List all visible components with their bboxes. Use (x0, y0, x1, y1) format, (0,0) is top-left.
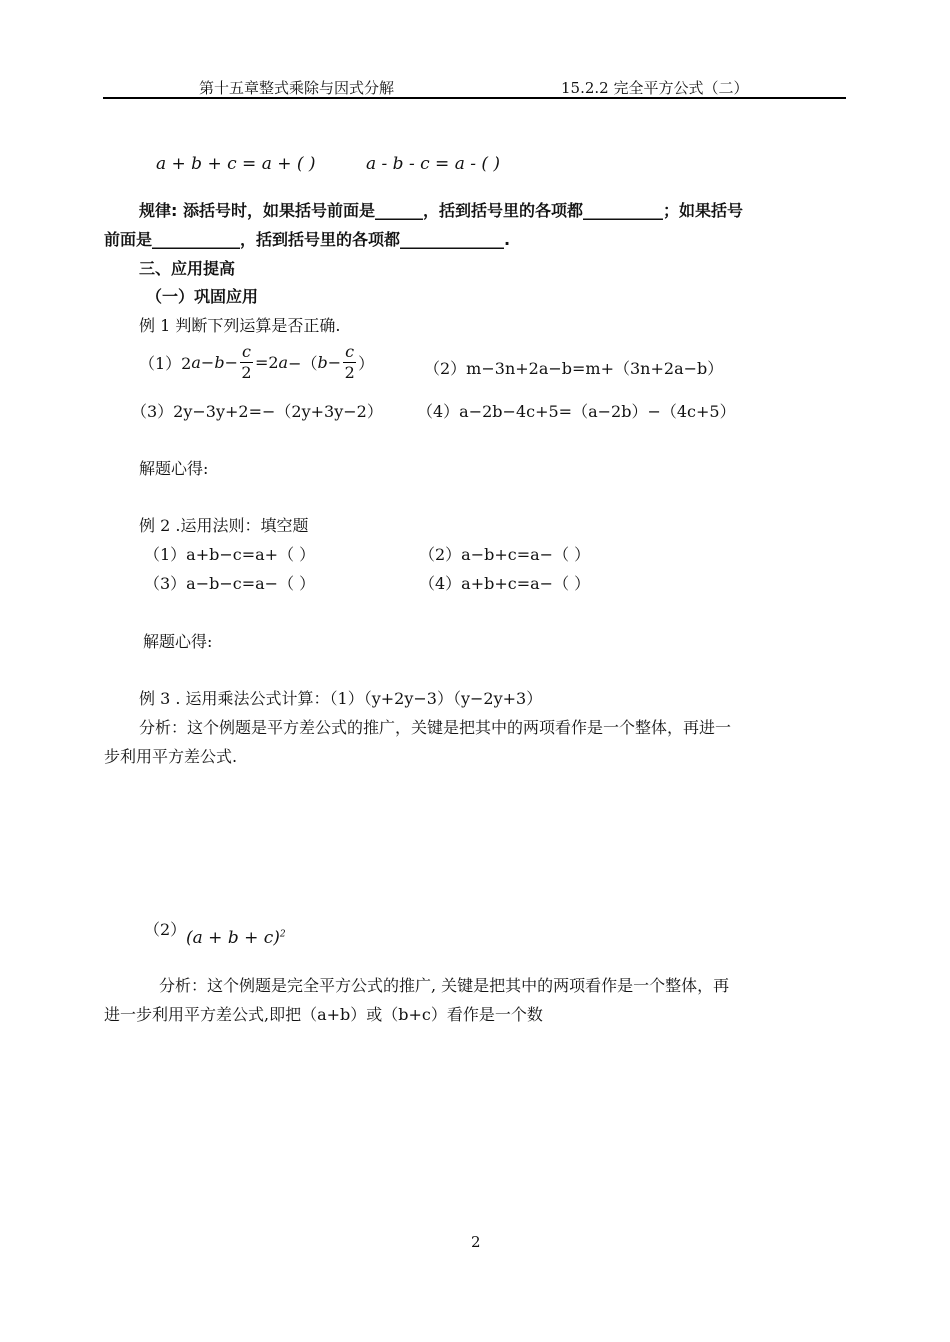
example-1-item-1-mid: =2 (254, 353, 279, 372)
section-heading-application: 三、应用提高 (139, 259, 236, 278)
example-1-item-1 (139, 344, 374, 381)
example-1-item-1-minus: − (200, 353, 215, 372)
example-3-item-2-label: （2） (144, 920, 187, 939)
example-3-analysis-line-1: 分析：这个例题是平方差公式的推广，关键是把其中的两项看作是一个整体，再进一 (139, 718, 732, 737)
example-1-item-1-prefix: （1）2 (139, 354, 192, 373)
example-1-item-1-a: a (191, 353, 201, 372)
example-2-item-1: （1）a+b−c=a+（ ） (144, 545, 316, 564)
reflection-label-2: 解题心得: (143, 632, 213, 651)
example-1-item-2: （2）m−3n+2a−b=m+（3n+2a−b） (424, 359, 724, 378)
subsection-heading-consolidate: （一）巩固应用 (146, 287, 259, 306)
example-2-item-2: （2）a−b+c=a−（ ） (419, 545, 591, 564)
header-rule (103, 97, 846, 99)
example-1-item-1-minus-2: − (224, 353, 238, 372)
example-3-title: 例 3 . 运用乘法公式计算：（1）（y+2y−3）（y−2y+3） (139, 689, 543, 708)
example-2-item-4: （4）a+b+c=a−（ ） (419, 574, 591, 593)
example-1-item-1-minus-3: − (327, 353, 342, 372)
page-number: 2 (471, 1233, 481, 1251)
rule-line-1: 规律: 添括号时，如果括号前面是______，括到括号里的各项都__________；如果括号 (139, 201, 743, 220)
reflection-label-1: 解题心得: (139, 459, 209, 478)
example-1-item-1-b: b (214, 353, 225, 372)
expression-exponent: 2 (279, 929, 286, 940)
fraction-c-over-2-repeat (343, 344, 356, 381)
example-1-item-1-b2: b (317, 353, 328, 372)
fraction-numerator: c (345, 342, 355, 361)
rule-line-2: 前面是___________，括到括号里的各项都_____________. (104, 230, 511, 249)
example-3-analysis-line-2: 步利用平方差公式. (104, 747, 238, 766)
formula-add-bracket-plus: a + b + c = a + ( ) (156, 154, 316, 174)
fraction-c-over-2 (240, 344, 253, 381)
example-1-item-4: （4）a−2b−4c+5=（a−2b）−（4c+5） (417, 402, 736, 421)
example-2-item-3: （3）a−b−c=a−（ ） (144, 574, 316, 593)
header-chapter-title: 第十五章整式乘除与因式分解 (199, 79, 395, 97)
fraction-denominator: 2 (344, 363, 355, 382)
example-3-item-2-expression (186, 928, 286, 948)
header-section-title: 15.2.2 完全平方公式（二） (561, 79, 749, 97)
example-3-analysis-2-line-1: 分析：这个例题是完全平方公式的推广, 关键是把其中的两项看作是一个整体，再 (159, 976, 730, 995)
example-1-item-1-end: ） (358, 354, 375, 373)
formula-add-bracket-minus: a - b - c = a - ( ) (366, 154, 501, 174)
fraction-denominator: 2 (241, 363, 252, 382)
example-3-analysis-2-line-2: 进一步利用平方差公式,即把（a+b）或（b+c）看作是一个数 (104, 1005, 543, 1024)
example-1-item-1-mid2: −（ (288, 354, 318, 373)
fraction-numerator: c (241, 342, 251, 361)
example-1-item-1-a2: a (278, 353, 289, 372)
expression-base: (a + b + c) (186, 928, 280, 948)
example-1-item-3: （3）2y−3y+2=−（2y+3y−2） (131, 402, 383, 421)
example-1-title: 例 1 判断下列运算是否正确. (139, 316, 341, 335)
example-2-title: 例 2 .运用法则：填空题 (139, 516, 309, 535)
